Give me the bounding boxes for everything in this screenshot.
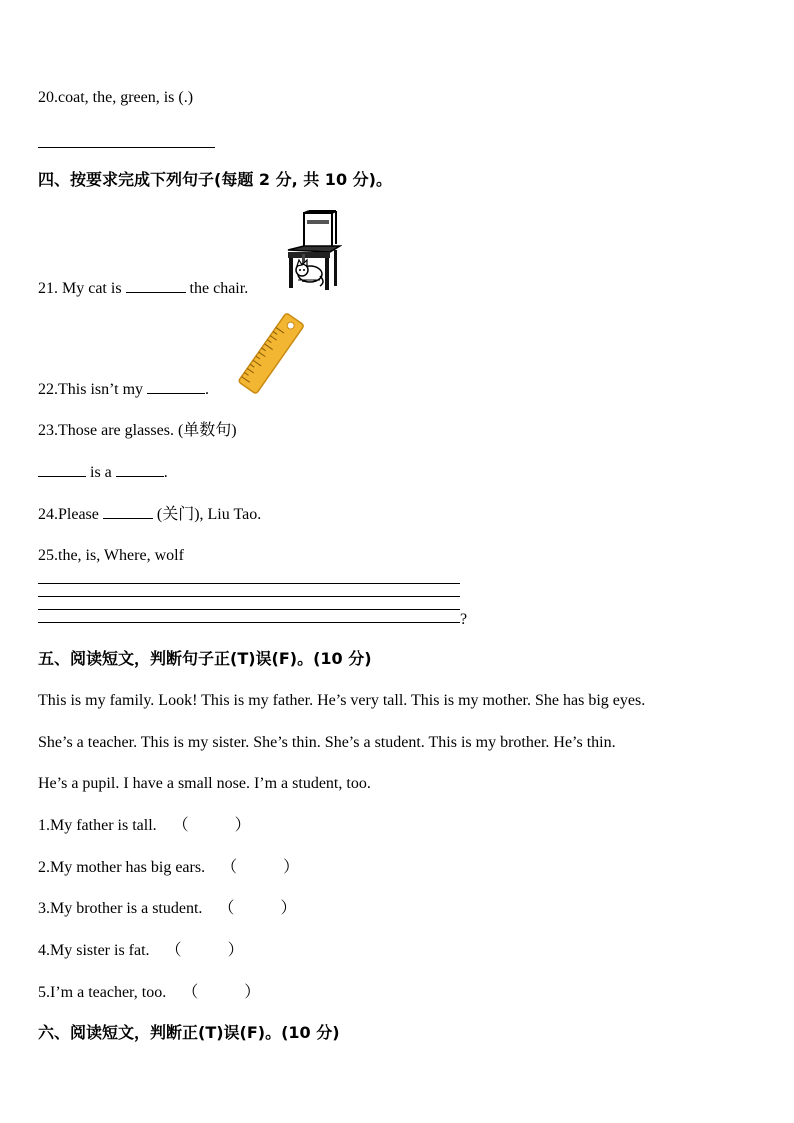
section-5-heading: 五、阅读短文，判断句子正(T)误(F)。(10 分) — [38, 649, 372, 668]
blank-23b[interactable] — [116, 462, 164, 477]
answer-bracket[interactable]: （ ） — [218, 900, 297, 917]
question-22 — [38, 379, 209, 400]
answer-bracket[interactable]: （ ） — [221, 859, 300, 876]
question-20 — [38, 88, 193, 108]
question-text-after: the chair. — [185, 280, 249, 297]
tf-item-text: 4.My sister is fat. — [38, 942, 150, 959]
answer-bracket[interactable]: （ ） — [172, 817, 251, 834]
question-text-after: . — [205, 381, 210, 398]
ruler-image — [234, 312, 310, 396]
question-text: coat, the, green, is (.) — [58, 89, 194, 106]
answer-line-25-4[interactable] — [38, 622, 460, 623]
question-mark: ? — [460, 611, 468, 628]
answer-line-25-3[interactable] — [38, 609, 460, 610]
tf-item-4 — [38, 941, 244, 961]
tf-item-3 — [38, 899, 296, 919]
tf-item-text: 1.My father is tall. — [38, 817, 157, 834]
blank-23a[interactable] — [38, 462, 86, 477]
question-text-after: (关门), Liu Tao. — [152, 506, 262, 523]
answer-text-end: . — [163, 464, 168, 481]
blank-22[interactable] — [147, 379, 205, 394]
tf-item-5 — [38, 983, 260, 1003]
answer-line-25-2[interactable] — [38, 596, 460, 597]
question-24 — [38, 504, 261, 525]
passage-line-3: He’s a pupil. I have a small nose. I’m a student, too. — [38, 775, 371, 792]
question-text: the, is, Where, wolf — [58, 547, 184, 564]
question-number: 24. — [38, 506, 58, 523]
tf-item-1 — [38, 816, 251, 836]
question-number: 22. — [38, 381, 58, 398]
chair-with-cat-image — [284, 210, 342, 294]
answer-bracket[interactable]: （ ） — [165, 942, 244, 959]
question-number: 25. — [38, 547, 58, 564]
answer-line-20[interactable] — [38, 147, 215, 148]
question-23 — [38, 421, 237, 441]
blank-24[interactable] — [103, 504, 153, 519]
question-text-before: My cat is — [58, 280, 126, 297]
answer-bracket[interactable]: （ ） — [182, 984, 261, 1001]
question-text-before: Please — [58, 506, 103, 523]
answer-text-mid: is a — [86, 464, 116, 481]
question-number: 21. — [38, 280, 58, 297]
section-4-heading: 四、按要求完成下列句子(每题 2 分, 共 10 分)。 — [38, 170, 392, 189]
blank-21[interactable] — [126, 278, 186, 293]
question-text-before: This isn’t my — [58, 381, 148, 398]
question-number: 20. — [38, 89, 58, 106]
tf-item-2 — [38, 858, 299, 878]
tf-item-text: 3.My brother is a student. — [38, 900, 203, 917]
question-text: Those are glasses. (单数句) — [58, 422, 237, 439]
answer-line-25-1[interactable] — [38, 583, 460, 584]
passage-line-2: She’s a teacher. This is my sister. She’s thin. She’s a student. This is my brother. He’s thin. — [38, 734, 616, 751]
passage-line-1: This is my family. Look! This is my father. He’s very tall. This is my mother. She has big eyes. — [38, 692, 646, 709]
section-6-heading: 六、阅读短文，判断正(T)误(F)。(10 分) — [38, 1023, 340, 1042]
tf-item-text: 2.My mother has big ears. — [38, 859, 206, 876]
question-number: 23. — [38, 422, 58, 439]
tf-item-text: 5.I’m a teacher, too. — [38, 984, 167, 1001]
question-25 — [38, 546, 184, 566]
answer-23 — [38, 462, 168, 483]
question-21 — [38, 278, 248, 299]
